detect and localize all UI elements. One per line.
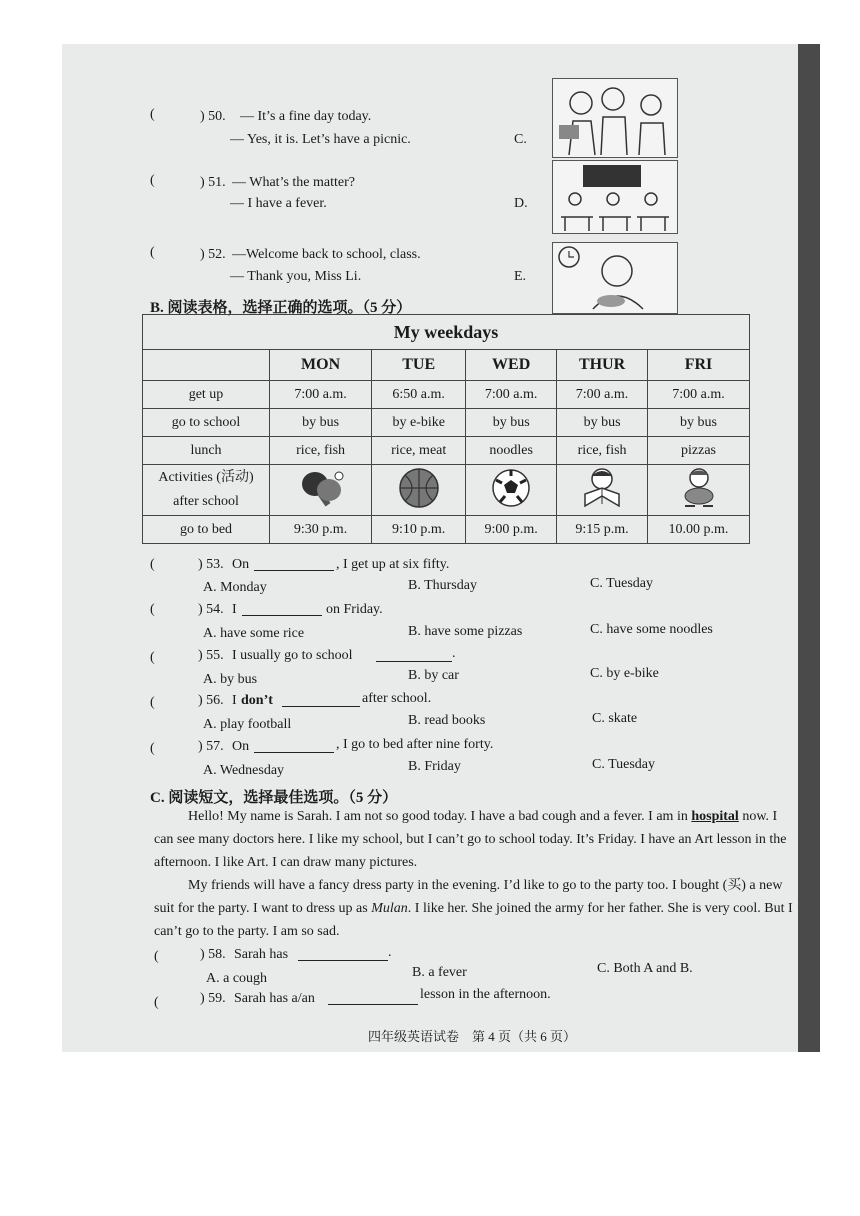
activities-label: Activities (活动) <box>158 470 254 485</box>
table-title: My weekdays <box>143 315 750 350</box>
picture-d-classroom <box>552 160 678 234</box>
day-header: FRI <box>648 350 750 381</box>
answer-blank[interactable] <box>298 948 388 961</box>
classroom-icon <box>553 161 677 233</box>
skating-boy-icon <box>671 466 727 510</box>
answer-blank[interactable] <box>254 558 334 571</box>
after-school-label: after school <box>173 494 239 509</box>
answer-blank[interactable] <box>242 603 322 616</box>
section-b-heading: B. 阅读表格，选择正确的选项。（5 分） <box>150 300 412 316</box>
page-footer: 四年级英语试卷 第 4 页（共 6 页） <box>368 1029 577 1044</box>
table-row: go to school by bus by e-bike by bus by bus by bus <box>143 409 750 437</box>
passage-paragraph-1: Hello! My name is Sarah. I am not so good today. I have a bad cough and a fever. I am in hospital now. I can see many doctors here. I like my school, but I can’t go to school today. It’s Friday. I have an Art lesson in the afternoon. I like Art. I can draw many pictures. <box>154 809 787 870</box>
table-row-activities <box>143 465 750 516</box>
table-row: go to bed 9:30 p.m. 9:10 p.m. 9:00 p.m. 9:15 p.m. 10.00 p.m. <box>143 516 750 544</box>
reading-boy-icon <box>577 466 627 510</box>
family-picnic-icon <box>553 79 677 157</box>
passage-paragraph-2: My friends will have a fancy dress party in the evening. I’d like to go to the party too. I bought (买) a new suit for the party. I want to dress up as Mulan. I like her. She joined the army for her father. She is very cool. But I can’t go to the party. I am so sad. <box>154 878 793 939</box>
football-icon <box>486 466 536 510</box>
picture-c-family <box>552 78 678 158</box>
underlined-word: hospital <box>691 809 739 824</box>
table-row: lunch rice, fish rice, meat noodles rice, fish pizzas <box>143 437 750 465</box>
section-c-heading: C. 阅读短文，选择最佳选项。（5 分） <box>150 790 398 806</box>
corner-cell <box>143 350 270 381</box>
weekdays-table <box>142 314 750 544</box>
day-header: TUE <box>372 350 466 381</box>
ping-pong-icon <box>291 466 351 510</box>
answer-blank[interactable] <box>328 992 418 1005</box>
picture-e-sick-girl <box>552 242 678 314</box>
day-header: WED <box>466 350 557 381</box>
basketball-icon <box>394 466 444 510</box>
italic-name: Mulan <box>371 901 408 916</box>
answer-blank[interactable] <box>282 694 360 707</box>
sick-girl-icon <box>553 243 677 313</box>
reading-passage <box>154 805 794 943</box>
table-row: get up 7:00 a.m. 6:50 a.m. 7:00 a.m. 7:00 a.m. 7:00 a.m. <box>143 381 750 409</box>
day-header: MON <box>270 350 372 381</box>
answer-blank[interactable] <box>254 740 334 753</box>
answer-blank[interactable] <box>376 649 452 662</box>
exam-page: ( ) 50. — It’s a fine day today. — Yes, it is. Let’s have a picnic. C. ( ) 51. — What’s the matter? — I have a fever. D. ( ) 52. —Welcome back to school, class. — Thank you, Miss Li. E. B. 阅读表格，选择正确的选项。（5 分） My weekdays MON TUE WED THUR FRI get up 7:00 a.m. 6:50 a.m. 7:00 a.m. 7:00 a.m. 7:00 a.m. go to school by bus by e-bike by bus by bus by bus lunch rice, fish rice, meat noodles rice, fish pizzas Activities (活动) after school go to bed 9:30 p.m. 9:10 p.m. 9:00 p.m. 9:15 p.m. 10.00 p.m. ( ) 53. On , I get up at six fifty. A. Monday B. Thursday C. Tuesday ( ) 54. I on Friday. A. have some rice B. have some pizzas C. have some noodles ( ) 55. I usually go to school . A. by bus B. by car C. by e-bike ( ) 56. I don’t after school. A. play football B. read books C. skate ( ) 57. On , I go to bed after nine forty. A. Wednesday B. Friday C. Tuesday C. 阅读短文，选择最佳选项。（5 分） Hello! My name is Sarah. I am not so good today. I have a bad cough and a fever. I am in hospital now. I can see many doctors here. I like my school, but I can’t go to school today. It’s Friday. I have an Art lesson in the afternoon. I like Art. I can draw many pictures. My friends will have a fancy dress party in the evening. I’d like to go to the party too. I bought (买) a new suit for the party. I want to dress up as Mulan. I like her. She joined the army for her father. She is very cool. But I can’t go to the party. I am so sad. ( ) 58. Sarah has . A. a cough B. a fever C. Both A and B. ( ) 59. Sarah has a/an lesson in the afternoon. 四年级英语试卷 第 4 页（共 6 页） <box>62 44 820 1052</box>
day-header: THUR <box>557 350 648 381</box>
page-edge-shadow <box>798 44 820 1052</box>
